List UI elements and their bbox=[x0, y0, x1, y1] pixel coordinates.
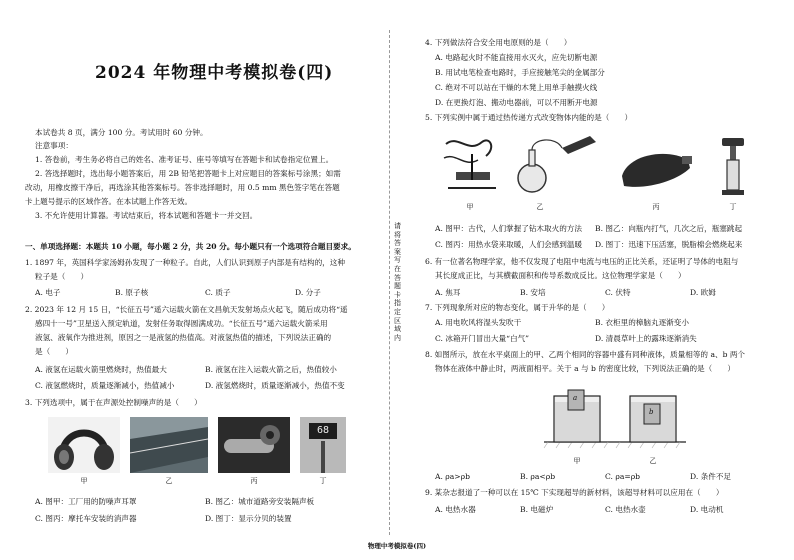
piston-icon bbox=[716, 134, 750, 196]
question-5-option-b: B. 图乙：向瓶内打气，几次之后，瓶塞跳起 bbox=[595, 224, 743, 233]
figure-caption: 甲 bbox=[466, 203, 474, 211]
question-2-stem-cont2: 液氢、液氧作为推进剂，原因之一是液氢的热值高。对液氢热值的描述，下列说法正确的 bbox=[35, 333, 332, 342]
notice-item-2-cont: 改动，用橡皮擦干净后，再选涂其他答案标号。答非选择题时，用 0.5 mm 黑色签字笔在答题 bbox=[25, 183, 340, 192]
figure-caption: 乙 bbox=[649, 457, 657, 465]
notice-item-3: 3. 不允许使用计算器。考试结束后，将本试题和答题卡一并交回。 bbox=[35, 211, 258, 220]
hot-water-bag-figure bbox=[618, 146, 694, 192]
question-4-option-d: D. 在更换灯泡、搬动电器前，可以不用断开电源 bbox=[435, 98, 598, 107]
question-3-option-c: C. 图丙：摩托车安装的消声器 bbox=[35, 514, 137, 523]
question-4-stem: 4. 下列做法符合安全用电原则的是（ ） bbox=[425, 38, 572, 47]
question-8-stem: 8. 如图所示，放在水平桌面上的甲、乙两个相同的容器中盛有同种液体，质量相等的 a、b 两个 bbox=[425, 350, 746, 359]
figure-caption: 丁 bbox=[319, 477, 327, 485]
containers-diagram bbox=[540, 382, 690, 454]
question-7-option-a: A. 用电吹风将湿头发吹干 bbox=[435, 318, 522, 327]
question-2-stem-cont: 感四十一号”卫星送入预定轨道，发射任务取得圆满成功。“长征五号”遥六运载火箭采用 bbox=[35, 319, 328, 328]
figure-caption: 丙 bbox=[250, 477, 258, 485]
figure-caption: 丁 bbox=[729, 203, 737, 211]
block-b-label: b bbox=[649, 408, 654, 416]
earmuff-icon bbox=[48, 417, 120, 473]
question-4-option-c: C. 绝对不可以站在干燥的木凳上用单手触摸火线 bbox=[435, 83, 598, 92]
figure-caption: 乙 bbox=[536, 203, 544, 211]
question-9-option-a: A. 电热水器 bbox=[435, 505, 476, 514]
drill-fire-icon bbox=[438, 134, 502, 194]
section-heading: 一、单项选择题：本题共 10 小题，每小题 2 分，共 20 分。每小题只有一个选项符合题目要求。 bbox=[25, 242, 356, 251]
question-8-option-c: C. ρa=ρb bbox=[605, 472, 641, 481]
question-3-option-d: D. 图丁：显示分贝的装置 bbox=[205, 514, 292, 523]
question-6-option-d: D. 欧姆 bbox=[690, 288, 716, 297]
question-7-option-c: C. 冰箱开门冒出大量“白气” bbox=[435, 334, 530, 343]
question-7-option-b: B. 衣柜里的樟脑丸逐渐变小 bbox=[595, 318, 689, 327]
question-1-option-c: C. 质子 bbox=[205, 288, 231, 297]
question-3-option-b: B. 图乙：城市道路旁安装隔声板 bbox=[205, 497, 315, 506]
question-2-option-c: C. 液氢燃烧时，质量逐渐减小，热值减小 bbox=[35, 381, 175, 390]
muffler-icon bbox=[218, 417, 290, 473]
binding-note: 请将答案写在答题卡指定区域内 bbox=[394, 222, 401, 342]
decibel-display-photo bbox=[300, 417, 346, 473]
question-8-option-d: D. 条件不足 bbox=[690, 472, 732, 481]
question-4-option-b: B. 用试电笔检查电路时，手应接触笔尖的金属部分 bbox=[435, 68, 605, 77]
display-pole bbox=[321, 441, 325, 473]
question-8-stem-cont: 物体在液体中静止时，两液面相平。关于 a 与 b 的密度比较，下列说法正确的是（ ） bbox=[435, 364, 736, 373]
figure-caption: 甲 bbox=[80, 477, 88, 485]
figure-caption: 甲 bbox=[573, 457, 581, 465]
hot-water-bag-icon bbox=[618, 146, 694, 192]
question-9-option-b: B. 电磁炉 bbox=[520, 505, 554, 514]
question-6-option-c: C. 伏特 bbox=[605, 288, 631, 297]
question-6-stem-cont: 其长度成正比，与其横截面积和传导系数成反比。这位物理学家是（ ） bbox=[435, 271, 686, 280]
question-2-option-b: B. 液氢在注入运载火箭之后，热值较小 bbox=[205, 365, 337, 374]
exam-info: 本试卷共 8 页，满分 100 分。考试用时 60 分钟。 bbox=[35, 128, 208, 137]
motorcycle-muffler-photo bbox=[218, 417, 290, 473]
earmuff-photo bbox=[48, 417, 120, 473]
question-1-option-b: B. 原子核 bbox=[115, 288, 149, 297]
question-3-option-a: A. 图甲：工厂用的防噪声耳罩 bbox=[35, 497, 137, 506]
block-a-label: a bbox=[573, 394, 578, 402]
question-6-option-a: A. 焦耳 bbox=[435, 288, 461, 297]
question-1-stem: 1. 1897 年，英国科学家汤姆孙发现了一种粒子。自此，人们认识到原子内部是有结构的，这种 bbox=[25, 258, 345, 267]
question-1-option-d: D. 分子 bbox=[295, 288, 321, 297]
flask-icon bbox=[510, 134, 600, 198]
page-footer: 物理中考模拟卷(四) bbox=[367, 542, 427, 550]
question-5-option-c: C. 图丙：用热水袋来取暖，人们会感到温暖 bbox=[435, 240, 583, 249]
question-8-option-a: A. ρa>ρb bbox=[435, 472, 470, 481]
question-3-stem: 3. 下列选项中，属于在声源处控制噪声的是（ ） bbox=[25, 398, 202, 407]
containers-figure bbox=[540, 382, 690, 454]
question-9-option-c: C. 电热水壶 bbox=[605, 505, 646, 514]
figure-caption: 乙 bbox=[165, 477, 173, 485]
fire-syringe-figure bbox=[716, 134, 750, 196]
drilling-fire-figure bbox=[438, 134, 502, 194]
question-6-stem: 6. 有一位著名物理学家，他不仅发现了电阻中电流与电压的正比关系，还证明了导体的电阻与 bbox=[425, 257, 739, 266]
question-9-option-d: D. 电动机 bbox=[690, 505, 724, 514]
question-2-stem-cont3: 是（ ） bbox=[35, 347, 73, 356]
notice-item-2-cont2: 卡上题号提示的区域作答。在本试题上作答无效。 bbox=[25, 197, 193, 206]
question-2-stem: 2. 2023 年 12 月 15 日，“长征五号”遥六运载火箭在文昌航天发射场点火起飞，随后成功将“遥 bbox=[25, 305, 348, 314]
question-9-stem: 9. 某杂志报道了一种可以在 15℃ 下实现超导的新材料，该超导材料可以应用在（ ） bbox=[425, 488, 724, 497]
road-barrier-icon bbox=[130, 417, 208, 473]
question-1-stem-cont: 粒子是（ ） bbox=[35, 272, 89, 281]
question-4-option-a: A. 电路起火时不能直接用水灭火，应先切断电源 bbox=[435, 53, 598, 62]
page-title: 2024 年物理中考模拟卷(四) bbox=[95, 63, 334, 83]
question-7-option-d: D. 清晨草叶上的露珠逐渐消失 bbox=[595, 334, 697, 343]
question-7-stem: 7. 下列现象所对应的物态变化，属于升华的是（ ） bbox=[425, 303, 610, 312]
binding-line bbox=[389, 30, 391, 535]
question-1-option-a: A. 电子 bbox=[35, 288, 61, 297]
notice-heading: 注意事项： bbox=[35, 141, 73, 150]
question-5-stem: 5. 下列实例中属于通过热传递方式改变物体内能的是（ ） bbox=[425, 113, 633, 122]
flask-pump-figure bbox=[510, 134, 600, 198]
figure-caption: 丙 bbox=[652, 203, 660, 211]
question-5-option-a: A. 图甲：古代，人们掌握了钻木取火的方法 bbox=[435, 224, 582, 233]
question-6-option-b: B. 安培 bbox=[520, 288, 546, 297]
question-2-option-d: D. 液氢燃烧时，质量逐渐减小，热值不变 bbox=[205, 381, 345, 390]
notice-item-2: 2. 答选择题时，选出每小题答案后，用 2B 铅笔把答题卡上对应题目的答案标号涂黑；如需 bbox=[35, 169, 341, 178]
sound-barrier-photo bbox=[130, 417, 208, 473]
question-8-option-b: B. ρa<ρb bbox=[520, 472, 556, 481]
question-2-option-a: A. 液氢在运载火箭里燃烧时，热值最大 bbox=[35, 365, 167, 374]
question-5-option-d: D. 图丁：迅速下压活塞，脱脂棉会燃烧起来 bbox=[595, 240, 743, 249]
notice-item-1: 1. 答卷前，考生务必将自己的姓名、准考证号、座号等填写在答题卡和试卷指定位置上。 bbox=[35, 155, 334, 164]
decibel-readout: 68 bbox=[309, 423, 337, 439]
